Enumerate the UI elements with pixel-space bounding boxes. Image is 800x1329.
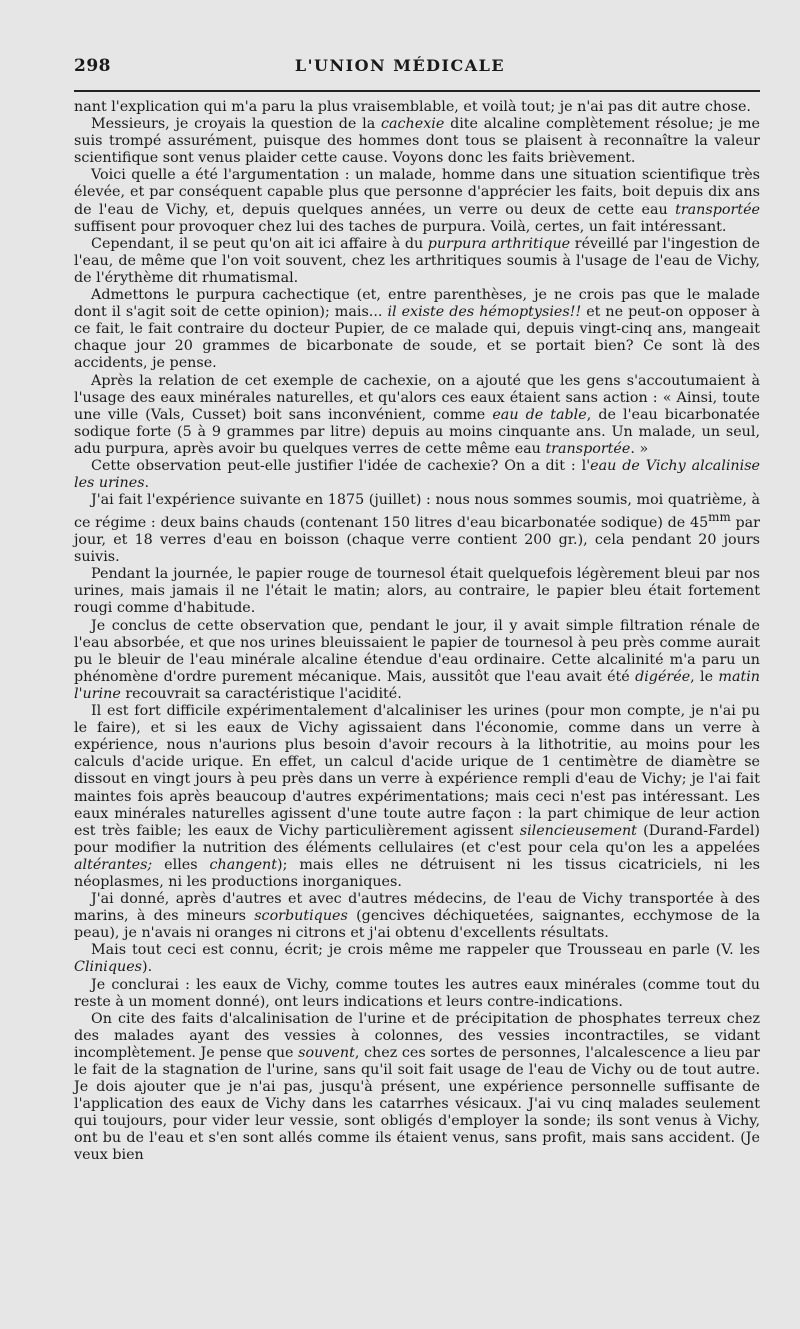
text-run: ).: [142, 959, 153, 976]
paragraph: [74, 492, 760, 566]
italic-run: altérantes;: [74, 856, 153, 873]
paragraph: [74, 942, 760, 976]
text-run: Après la relation de cet exemple de cachexie, on a ajouté que les gens s'accoutumaient à l'usage des eaux minérales naturelles, et qu'alors ces eaux étaient sans action : « Ainsi, toute une ville (Vals, Cusset) boit sans inconvénient, comme: [74, 372, 760, 423]
text-run: , le: [690, 668, 719, 685]
italic-run: eau de Vichy alcalinise les urines: [74, 457, 760, 492]
text-run: Cependant, il se peut qu'on ait ici affaire à du: [91, 235, 428, 252]
text-run: Voici quelle a été l'argumentation : un malade, homme dans une situation scientifique très élevée, et par conséquent capable plus que personne d'apprécier les faits, boit depuis dix ans de l'eau de Vichy, et, depuis quelques années, un verre ou deux de cette eau: [74, 167, 760, 218]
italic-run: matin l'urine: [74, 668, 760, 702]
text-run: Je conclus de cette observation que, pendant le jour, il y avait simple filtration rénale de l'eau absorbée, et que nos urines bleuissaient le papier de tournesol à peu près comme aurait pu le bleuir de l'eau minérale alcaline étendue d'eau ordinaire. Cette alcalinité m'a paru un phénomène d'ordre purement mécanique. Mais, aussitôt que l'eau avait été: [74, 617, 760, 685]
text-run: par jour, et 18 verres d'eau en boisson (chaque verre contient 200 gr.), cela pendant 20 jours suivis.: [74, 515, 760, 566]
paragraph: [74, 703, 760, 891]
text-run: .: [144, 475, 150, 492]
text-run: (gencives déchiquetées, saignantes, ecchymose de la peau), je n'avais ni oranges ni citrons et j'ai obtenu d'excellents résultats.: [74, 908, 760, 942]
paragraph: [74, 287, 760, 372]
text-run: ); mais elles ne détruisent ni les tissus cicatriciels, ni les néoplasmes, ni les productions inorganiques.: [74, 856, 760, 890]
paragraph: [74, 236, 760, 287]
text-run: Il est fort difficile expérimentalement d'alcaliniser les urines (pour mon compte, je n'ai pu le faire), et si les eaux de Vichy agissaient dans l'économie, comme dans un verre à expérience, nous n'aurions plus besoin d'avoir recours à la lithotritie, au moins pour les calculs d'acide urique. En effet, un calcul d'acide urique de 1 centimètre de diamètre se dissout en vingt jours à peu près dans un verre à expérience rempli d'eau de Vichy; je l'ai fait maintes fois après beaucoup d'autres expérimentations; mais ceci n'est pas intéressant. Les eaux minérales naturelles agissent d'une toute autre façon : la part chimique de leur action est très faible; les eaux de Vichy particulièrement agissent: [74, 703, 760, 839]
text-run: , chez ces sortes de personnes, l'alcalescence a lieu par le fait de la stagnation de l'urine, sans qu'il soit fait usage de l'eau de Vichy ou de tout autre. Je dois ajouter que je n'ai pas, jusqu'à présent, une expérience personnelle suffisante de l'application des eaux de Vichy dans les catarrhes vésicaux. J'ai vu cinq malades seulement qui toujours, pour vider leur vessie, sont obligés d'employer la sonde; ils sont venus à Vichy, ont bu de l'eau et s'en sont allés comme ils étaient venus, sans profit, mais sans accident. (Je veux bien: [74, 1044, 760, 1164]
text-run: Pendant la journée, le papier rouge de tournesol était quelquefois légèrement bleui par nos urines, mais jamais il ne l'était le matin; alors, au contraire, le papier bleu était fortement rougi comme d'habitude.: [74, 566, 760, 617]
text-run: nant l'explication qui m'a paru la plus vraisemblable, et voilà tout; je n'ai pas dit autre chose.: [74, 99, 751, 115]
text-run: Mais tout ceci est connu, écrit; je crois même me rappeler que Trousseau en parle (V. les: [91, 942, 760, 959]
text-run: (Durand-Fardel) pour modifier la nutrition des éléments cellulaires (et c'est pour cela qu'on les a appelées: [74, 822, 760, 856]
italic-run: cachexie: [381, 116, 445, 133]
paragraph: [74, 891, 760, 942]
text-run: elles: [152, 856, 210, 873]
text-run: Je conclurai : les eaux de Vichy, comme toutes les autres eaux minérales (comme tout du reste à un moment donné), ont leurs indications et leurs contre-indications.: [74, 976, 760, 1010]
text-run: recouvrait sa caractéristique l'acidité.: [120, 685, 402, 702]
text-run: J'ai fait l'expérience suivante en 1875 (juillet) : nous nous sommes soumis, moi quatrième, à ce régime : deux bains chauds (contenant 150 litres d'eau bicarbonatée sodique) de 45: [74, 492, 760, 532]
paragraph: [74, 618, 760, 703]
italic-run: transportée: [545, 440, 631, 457]
running-title: L'UNION MÉDICALE: [294, 56, 506, 75]
text-run: J'ai donné, après d'autres et avec d'autres médecins, de l'eau de Vichy transportée à des marins, à des mineurs: [74, 891, 760, 925]
article-body: [74, 99, 760, 1165]
paragraph: [74, 458, 760, 492]
italic-run: transportée: [675, 201, 760, 218]
superscript-run: mm: [708, 510, 731, 525]
paragraph: [74, 99, 760, 116]
text-run: , de l'eau bicarbonatée sodique forte (5 à 9 grammes par litre) depuis au moins cinquante ans. Un malade, un seul, adu purpura, après avoir bu quelques verres de cette même eau: [74, 406, 760, 457]
italic-run: changent: [209, 856, 277, 873]
text-run: Admettons le purpura cachectique (et, entre parenthèses, je ne crois pas que le malade dont il s'agit soit de cette opinion); mais...: [74, 287, 760, 321]
text-run: dite alcaline complètement résolue; je me suis trompé assurément, puisque des hommes dont tous se plaisent à reconnaître la valeur scientifique sont venus plaider cette cause. Voyons donc les faits brièvement.: [74, 116, 760, 167]
paragraph: [74, 373, 760, 458]
text-run: On cite des faits d'alcalinisation de l'urine et de précipitation de phosphates terreux chez des malades ayant des vessies à colonnes, des vessies incontractiles, se vidant incomplètement. Je pense que: [74, 1010, 760, 1061]
italic-run: souvent: [298, 1044, 355, 1061]
italic-run: silencieusement: [519, 822, 637, 839]
italic-run: scorbutiques: [254, 908, 348, 925]
italic-run: il existe des hémoptysies!!: [387, 304, 582, 321]
paragraph: [74, 1011, 760, 1165]
text-run: réveillé par l'ingestion de l'eau, de même que l'on voit souvent, chez les arthritiques soumis à l'usage de l'eau de Vichy, de l'érythème dit rhumatismal.: [74, 235, 760, 286]
text-run: . »: [630, 440, 649, 457]
paragraph: [74, 977, 760, 1011]
text-run: et ne peut-on opposer à ce fait, le fait contraire du docteur Pupier, de ce malade qui, depuis vingt-cinq ans, mangeait chaque jour 20 grammes de bicarbonate de soude, et se portait bien? Ce sont là des accidents, je pense.: [74, 304, 761, 372]
header-rule: [74, 90, 760, 92]
italic-run: eau de table: [492, 406, 587, 423]
text-run: suffisent pour provoquer chez lui des taches de purpura. Voilà, certes, un fait intéressant.: [74, 218, 727, 235]
paragraph: [74, 116, 760, 167]
italic-run: Cliniques: [74, 959, 143, 976]
page-number: 298: [74, 56, 111, 76]
text-run: Messieurs, je croyais la question de la: [91, 116, 381, 133]
paragraph: [74, 167, 760, 235]
text-run: Cette observation peut-elle justifier l'idée de cachexie? On a dit : l': [91, 457, 591, 474]
italic-run: purpura arthritique: [427, 235, 571, 252]
paragraph: [74, 566, 760, 617]
italic-run: digérée: [635, 668, 691, 685]
page-header: [0, 56, 800, 86]
